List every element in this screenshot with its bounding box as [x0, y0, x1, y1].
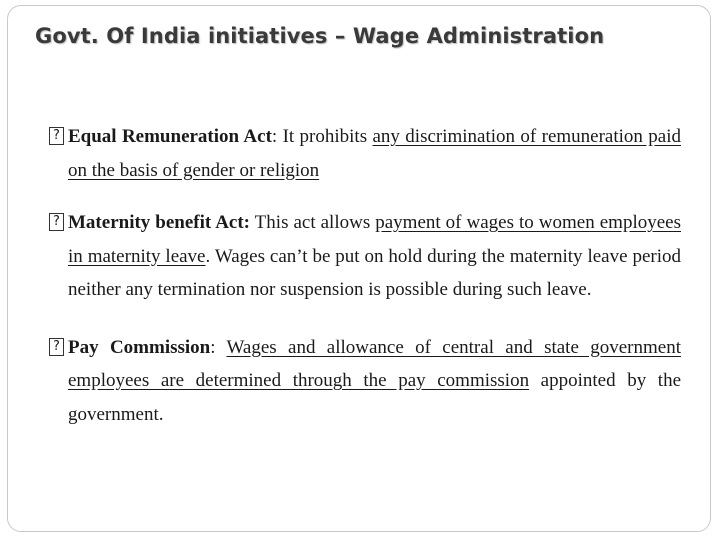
slide-title: Govt. Of India initiatives – Wage Administration — [35, 24, 605, 48]
bullet-marker-icon: ? — [49, 127, 64, 145]
bullet-tail-text: . Wages can’t be put on hold during the maternity leave period neither any termination nor suspension is possible during such leave. — [68, 245, 681, 300]
bullet-underlined-text: any discrimination of remuneration paid on the basis of gender or religion — [68, 126, 681, 181]
bullet-colon: : — [271, 126, 278, 147]
bullet-colon: : — [210, 336, 216, 358]
bullet-marker-icon: ? — [49, 213, 64, 231]
bullet-term: Equal Remuneration Act — [68, 126, 272, 147]
bullet-tail-text: appointed by the government. — [68, 370, 682, 425]
bullet-term: Pay Commission — [68, 336, 211, 358]
bullet-maternity-benefit-act — [49, 206, 681, 307]
bullet-pay-commission — [49, 331, 681, 432]
bullet-text — [216, 337, 227, 358]
slide — [7, 5, 711, 532]
bullet-equal-remuneration-act — [49, 120, 681, 187]
bullet-list — [49, 120, 681, 431]
bullet-underlined-text: payment of wages to women employees in maternity leave — [68, 212, 681, 267]
bullet-underlined-text: Wages and allowance of central and state government employees are determined through the pay commission — [68, 336, 681, 391]
bullet-marker-icon: ? — [49, 338, 64, 356]
bullet-text: This act allows — [250, 212, 376, 233]
bullet-term: Maternity benefit Act: — [68, 212, 251, 233]
bullet-text: It prohibits — [277, 126, 373, 147]
